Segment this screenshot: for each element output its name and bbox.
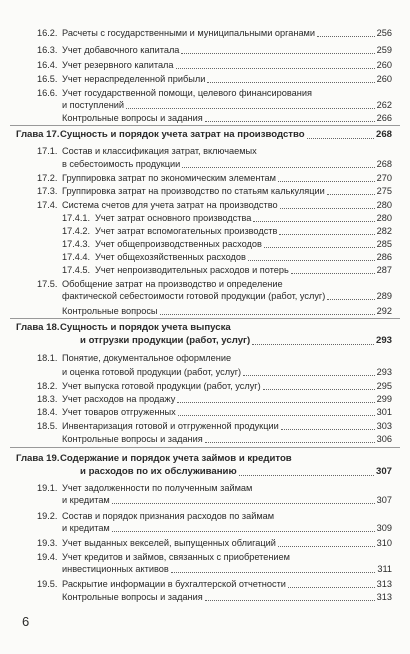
toc-title: Учет задолженности по полученным займам — [62, 483, 253, 493]
toc-number: 16.5. — [37, 74, 58, 84]
dot-leader — [126, 107, 375, 109]
dot-leader — [243, 374, 375, 376]
dot-leader — [205, 441, 375, 443]
dot-leader — [264, 246, 375, 248]
toc-title: Учет товаров отгруженных — [62, 407, 176, 417]
toc-title: и поступлений — [62, 100, 125, 110]
toc-page: 280 — [376, 213, 392, 223]
toc-page: 262 — [376, 100, 392, 110]
dot-leader — [181, 52, 375, 54]
toc-page: 270 — [376, 173, 392, 183]
chapter-divider — [10, 447, 400, 448]
toc-title: Раскрытие информации в бухгалтерской отчетности — [62, 579, 286, 589]
toc-title: Обобщение затрат на производство и определение — [62, 279, 283, 289]
dot-leader — [182, 166, 375, 168]
toc-title: Содержание и порядок учета займов и кредитов — [60, 453, 292, 464]
toc-number: 19.4. — [37, 552, 58, 562]
toc-title: Сущность и порядок учета затрат на производство — [60, 129, 305, 140]
toc-title: Расчеты с государственными и муниципальными органами — [62, 28, 316, 38]
dot-leader — [178, 414, 375, 416]
dot-leader — [171, 571, 375, 573]
dot-leader — [205, 120, 375, 122]
toc-page: 309 — [376, 523, 392, 533]
toc-page: 307 — [376, 495, 392, 505]
toc-title: Учет резервного капитала — [62, 60, 174, 70]
toc-page: 266 — [376, 113, 392, 123]
toc-number: 18.5. — [37, 421, 58, 431]
toc-title: и кредитам — [62, 495, 110, 505]
toc-page: 313 — [376, 592, 392, 602]
dot-leader — [278, 180, 375, 182]
toc-page: 311 — [377, 564, 392, 574]
dot-leader — [207, 81, 375, 83]
toc-number: 17.5. — [37, 279, 58, 289]
toc-page: 285 — [376, 239, 392, 249]
toc-title: Учет общепроизводственных расходов — [95, 239, 262, 249]
dot-leader — [280, 207, 375, 209]
toc-number: 17.4.4. — [62, 252, 91, 262]
toc-number: 17.4.5. — [62, 265, 91, 275]
toc-title: Учет добавочного капитала — [62, 45, 180, 55]
toc-title: Сущность и порядок учета выпуска — [60, 322, 231, 333]
toc-number: 17.4.3. — [62, 239, 91, 249]
toc-page: 313 — [376, 579, 392, 589]
dot-leader — [279, 233, 375, 235]
toc-number: 19.3. — [37, 538, 58, 548]
toc-title: Учет выпуска готовой продукции (работ, услуг) — [62, 381, 261, 391]
toc-title: и оценка готовой продукции (работ, услуг) — [62, 367, 242, 377]
toc-number: Глава 18. — [16, 322, 60, 333]
toc-page: 301 — [376, 407, 392, 417]
toc-number: 16.4. — [37, 60, 58, 70]
toc-title: Учет непроизводительных расходов и потерь — [95, 265, 289, 275]
toc-title: и расходов по их обслуживанию — [80, 466, 237, 477]
toc-number: 19.2. — [37, 511, 58, 521]
toc-title: Учет затрат вспомогательных производств — [95, 226, 278, 236]
toc-number: 17.4.2. — [62, 226, 91, 236]
chapter-divider — [10, 318, 400, 319]
toc-title: в себестоимость продукции — [62, 159, 181, 169]
toc-title: Состав и порядок признания расходов по займам — [62, 511, 275, 521]
toc-number: Глава 19. — [16, 453, 60, 464]
toc-page: 268 — [376, 159, 392, 169]
toc-page: 275 — [376, 186, 392, 196]
toc-number: 19.5. — [37, 579, 58, 589]
toc-number: 17.4.1. — [62, 213, 91, 223]
toc-number: Глава 17. — [16, 129, 60, 140]
dot-leader — [263, 388, 375, 390]
page-number: 6 — [22, 614, 30, 629]
dot-leader — [160, 313, 375, 315]
dot-leader — [239, 474, 374, 476]
toc-page: 289 — [376, 291, 392, 301]
toc-page: 287 — [376, 265, 392, 275]
toc-page: 306 — [376, 434, 392, 444]
dot-leader — [112, 530, 375, 532]
toc-number: 18.4. — [37, 407, 58, 417]
dot-leader — [253, 220, 375, 222]
toc-title: Учет выданных векселей, выпущенных облигаций — [62, 538, 276, 548]
toc-title: и кредитам — [62, 523, 110, 533]
toc-number: 17.3. — [37, 186, 58, 196]
toc-number: 18.1. — [37, 353, 58, 363]
toc-title: Учет кредитов и займов, связанных с приобретением — [62, 552, 290, 562]
toc-page: 259 — [376, 45, 392, 55]
dot-leader — [327, 193, 375, 195]
toc-page: 260 — [376, 74, 392, 84]
toc-title: инвестиционных активов — [62, 564, 169, 574]
dot-leader — [177, 401, 375, 403]
toc-number: 19.1. — [37, 483, 58, 493]
dot-leader — [327, 298, 375, 300]
toc-title: Учет расходов на продажу — [62, 394, 176, 404]
dot-leader — [205, 599, 375, 601]
toc-page: 268 — [375, 129, 392, 140]
toc-page: 299 — [376, 394, 392, 404]
toc-title: фактической себестоимости готовой продукции (работ, услуг) — [62, 291, 326, 301]
dot-leader — [176, 67, 375, 69]
toc-page: 295 — [376, 381, 392, 391]
toc-page: 310 — [376, 538, 392, 548]
toc-page: 260 — [376, 60, 392, 70]
toc-title: и отгрузки продукции (работ, услуг) — [80, 335, 251, 346]
toc-page: 307 — [375, 466, 392, 477]
toc-number: 17.4. — [37, 200, 58, 210]
dot-leader — [278, 545, 375, 547]
toc-page: 280 — [376, 200, 392, 210]
toc-page: 286 — [376, 252, 392, 262]
toc-number: 17.2. — [37, 173, 58, 183]
toc-number: 18.3. — [37, 394, 58, 404]
toc-title: Учет государственной помощи, целевого финансирования — [62, 88, 312, 98]
dot-leader — [112, 502, 375, 504]
toc-page: 256 — [376, 28, 392, 38]
toc-number: 18.2. — [37, 381, 58, 391]
toc-title: Контрольные вопросы — [62, 306, 158, 316]
dot-leader — [317, 35, 375, 37]
toc-title: Группировка затрат по экономическим элементам — [62, 173, 276, 183]
dot-leader — [281, 428, 375, 430]
toc-title: Состав и классификация затрат, включаемых — [62, 146, 257, 156]
dot-leader — [248, 259, 375, 261]
toc-page: 292 — [376, 306, 392, 316]
toc-title: Учет нераспределенной прибыли — [62, 74, 206, 84]
toc-title: Учет общехозяйственных расходов — [95, 252, 246, 262]
toc-number: 16.3. — [37, 45, 58, 55]
toc-title: Учет затрат основного производства — [95, 213, 252, 223]
toc-page: 293 — [376, 367, 392, 377]
toc-title: Понятие, документальное оформление — [62, 353, 232, 363]
toc-number: 16.6. — [37, 88, 58, 98]
toc-number: 16.2. — [37, 28, 58, 38]
toc-number: 17.1. — [37, 146, 58, 156]
dot-leader — [307, 137, 374, 139]
toc-title: Инвентаризация готовой и отгруженной продукции — [62, 421, 279, 431]
dot-leader — [288, 586, 375, 588]
chapter-divider — [10, 125, 400, 126]
dot-leader — [252, 343, 374, 345]
toc-title: Система счетов для учета затрат на производство — [62, 200, 278, 210]
toc-title: Контрольные вопросы и задания — [62, 592, 203, 602]
toc-title: Контрольные вопросы и задания — [62, 434, 203, 444]
toc-page: 282 — [376, 226, 392, 236]
toc-title: Контрольные вопросы и задания — [62, 113, 203, 123]
toc-page: 293 — [375, 335, 392, 346]
toc-page: 303 — [376, 421, 392, 431]
dot-leader — [291, 272, 375, 274]
toc-title: Группировка затрат на производство по статьям калькуляции — [62, 186, 325, 196]
